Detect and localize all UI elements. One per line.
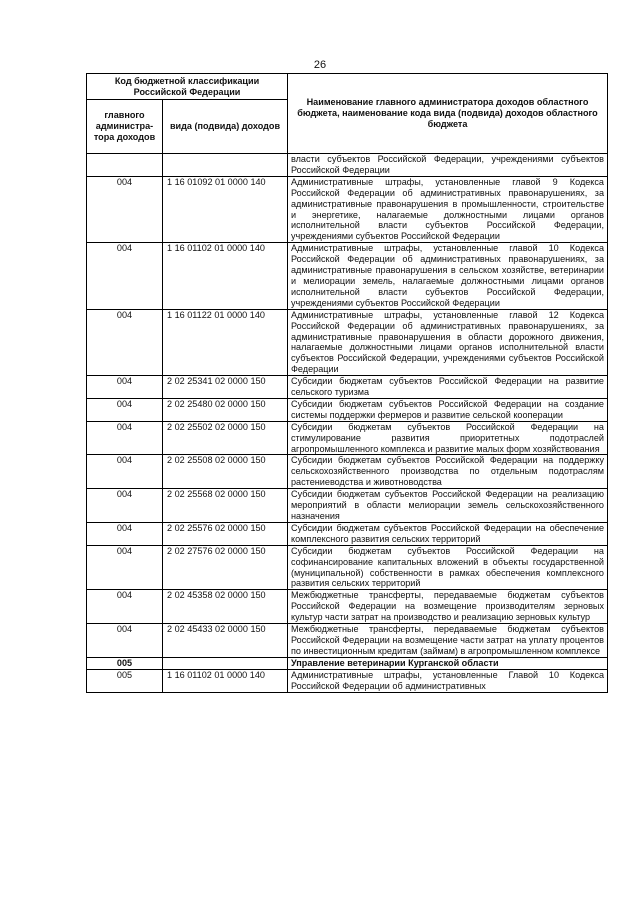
kind-code-cell: 2 02 25480 02 0000 150 (163, 398, 288, 421)
name-cell: Административные штрафы, установленные главой 10 Кодекса Российской Федерации об административных правонарушениях, за административные правонарушения в сельском хозяйстве, ветеринарии и мелиорации земель, налагаемые должностными лицами органов исполнительной власти субъектов Российской Федерации, учреждениями субъектов Российской Федерации (288, 243, 608, 309)
admin-code-cell: 005 (87, 669, 163, 692)
admin-code-cell: 004 (87, 398, 163, 421)
header-group-title: Код бюджетной классификации Российской Федерации (87, 74, 288, 100)
name-cell: Административные штрафы, установленные главой 9 Кодекса Российской Федерации об административных правонарушениях, за административные правонарушения в промышленности, строительстве и энергетике, налагаемые должностными лицами органов исполнительной власти субъектов Российской Федерации, учреждениями субъектов Российской Федерации (288, 176, 608, 242)
kind-code-cell: 2 02 27576 02 0000 150 (163, 545, 288, 590)
table-body (87, 154, 608, 693)
page-number: 26 (313, 59, 327, 71)
kind-code-cell: 2 02 25341 02 0000 150 (163, 376, 288, 399)
kind-code-cell (163, 657, 288, 669)
kind-code-cell: 2 02 25508 02 0000 150 (163, 455, 288, 489)
kind-code-cell: 1 16 01102 01 0000 140 (163, 669, 288, 692)
table-row (87, 545, 608, 590)
kind-code-cell: 2 02 25576 02 0000 150 (163, 522, 288, 545)
name-cell: Субсидии бюджетам субъектов Российской Федерации на реализацию мероприятий в области мелиорации земель сельскохозяйственного назначения (288, 489, 608, 523)
header-admin-column: главного администра-тора доходов (87, 100, 163, 154)
table-row (87, 455, 608, 489)
table-row (87, 669, 608, 692)
table-row (87, 624, 608, 658)
admin-code-cell: 004 (87, 421, 163, 455)
kind-code-cell: 2 02 45358 02 0000 150 (163, 590, 288, 624)
admin-code-cell: 004 (87, 489, 163, 523)
table-row (87, 154, 608, 177)
table-row (87, 522, 608, 545)
kind-code-cell (163, 154, 288, 177)
admin-code-cell: 005 (87, 657, 163, 669)
name-cell: власти субъектов Российской Федерации, учреждениями субъектов Российской Федерации (288, 154, 608, 177)
kind-code-cell: 1 16 01122 01 0000 140 (163, 309, 288, 375)
table-row (87, 309, 608, 375)
header-name-column: Наименование главного администратора доходов областного бюджета, наименование кода вида (подвида) доходов областного бюджета (288, 74, 608, 154)
name-cell: Субсидии бюджетам субъектов Российской Федерации на поддержку сельскохозяйственного производства по отдельным подотраслям растениеводства и животноводства (288, 455, 608, 489)
table-row (87, 243, 608, 309)
admin-code-cell: 004 (87, 243, 163, 309)
name-cell: Субсидии бюджетам субъектов Российской Федерации на развитие сельского туризма (288, 376, 608, 399)
kind-code-cell: 1 16 01102 01 0000 140 (163, 243, 288, 309)
admin-code-cell: 004 (87, 545, 163, 590)
name-cell: Управление ветеринарии Курганской области (288, 657, 608, 669)
name-cell: Административные штрафы, установленные Главой 10 Кодекса Российской Федерации об административных (288, 669, 608, 692)
kind-code-cell: 1 16 01092 01 0000 140 (163, 176, 288, 242)
table-row (87, 489, 608, 523)
table-header (87, 74, 608, 154)
budget-classification-table (86, 73, 608, 693)
admin-code-cell: 004 (87, 624, 163, 658)
name-cell: Субсидии бюджетам субъектов Российской Федерации на софинансирование капитальных вложений в объекты государственной (муниципальной) собственности в рамках обеспечения комплексного развития сельских территорий (288, 545, 608, 590)
kind-code-cell: 2 02 45433 02 0000 150 (163, 624, 288, 658)
name-cell: Межбюджетные трансферты, передаваемые бюджетам субъектов Российской Федерации на возмещение части затрат на уплату процентов по инвестиционным кредитам (займам) в агропромышленном комплексе (288, 624, 608, 658)
name-cell: Субсидии бюджетам субъектов Российской Федерации на обеспечение комплексного развития сельских территорий (288, 522, 608, 545)
table-row (87, 657, 608, 669)
table-row (87, 398, 608, 421)
kind-code-cell: 2 02 25502 02 0000 150 (163, 421, 288, 455)
name-cell: Административные штрафы, установленные главой 12 Кодекса Российской Федерации об административных правонарушениях, за административные правонарушения в области дорожного движения, налагаемые должностными лицами органов исполнительной власти субъектов Российской Федерации, учреждениями субъектов Российской Федерации (288, 309, 608, 375)
admin-code-cell: 004 (87, 455, 163, 489)
admin-code-cell: 004 (87, 376, 163, 399)
admin-code-cell (87, 154, 163, 177)
name-cell: Межбюджетные трансферты, передаваемые бюджетам субъектов Российской Федерации на возмещение производителям зерновых культур части затрат на производство и реализацию зерновых культур (288, 590, 608, 624)
kind-code-cell: 2 02 25568 02 0000 150 (163, 489, 288, 523)
table-row (87, 176, 608, 242)
table-row (87, 376, 608, 399)
header-kind-column: вида (подвида) доходов (163, 100, 288, 154)
admin-code-cell: 004 (87, 590, 163, 624)
name-cell: Субсидии бюджетам субъектов Российской Федерации на стимулирование развития приоритетных подотраслей агропромышленного комплекса и развитие малых форм хозяйствования (288, 421, 608, 455)
admin-code-cell: 004 (87, 309, 163, 375)
admin-code-cell: 004 (87, 522, 163, 545)
table-row (87, 421, 608, 455)
table-row (87, 590, 608, 624)
name-cell: Субсидии бюджетам субъектов Российской Федерации на создание системы поддержки фермеров и развитие сельской кооперации (288, 398, 608, 421)
admin-code-cell: 004 (87, 176, 163, 242)
